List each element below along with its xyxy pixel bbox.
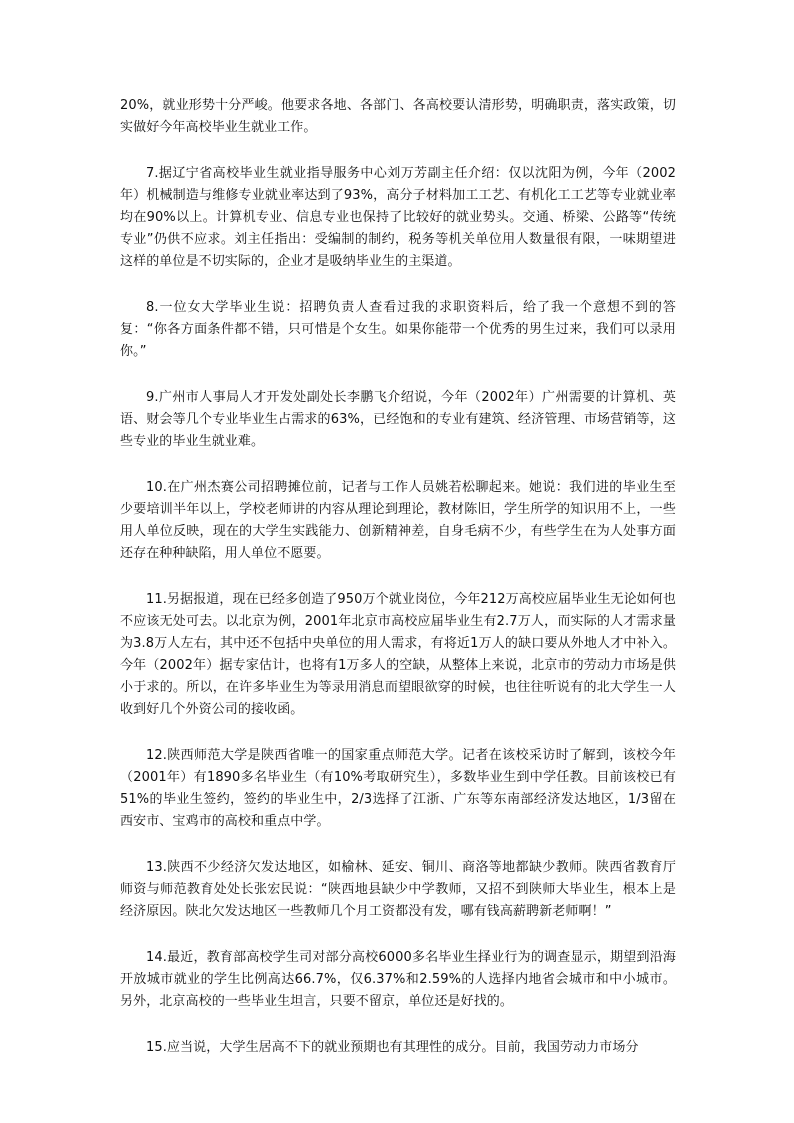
paragraph-continuation: 20%，就业形势十分严峻。他要求各地、各部门、各高校要认清形势，明确职责，落实政策，切实做好今年高校毕业生就业工作。 bbox=[120, 98, 676, 135]
paragraph-8: 8.一位女大学毕业生说：招聘负责人查看过我的求职资料后，给了我一个意想不到的答复：“你各方面条件都不错，只可惜是个女生。如果你能带一个优秀的男生过来，我们可以录用你。” bbox=[120, 300, 676, 359]
document-page bbox=[120, 95, 676, 1083]
paragraph-10: 10.在广州杰赛公司招聘摊位前，记者与工作人员姚若松聊起来。她说：我们进的毕业生至少要培训半年以上，学校老师讲的内容从理论到理论，教材陈旧，学生所学的知识用不上，一些用人单位反映，现在的大学生实践能力、创新精神差，自身毛病不少，有些学生在为人处事方面还存在种种缺陷，用人单位不愿要。 bbox=[120, 480, 676, 561]
paragraph-15: 15.应当说，大学生居高不下的就业预期也有其理性的成分。目前，我国劳动力市场分 bbox=[146, 1040, 639, 1055]
paragraph-11: 11.另据报道，现在已经多创造了950万个就业岗位，今年212万高校应届毕业生无论如何也不应该无处可去。以北京为例，2001年北京市高校应届毕业生有2.7万人，而实际的人才需求量为3.8万人左右，其中还不包括中央单位的用人需求，有将近1万人的缺口要从外地人才中补入。今年（2002年）据专家估计，也将有1万多人的空缺，从整体上来说，北京市的劳动力市场是供小于求的。所以，在许多毕业生为等录用消息而望眼欲穿的时候，也往往听说有的北大学生一人收到好几个外资公司的接收函。 bbox=[120, 592, 676, 717]
paragraph-13: 13.陕西不少经济欠发达地区，如榆林、延安、铜川、商洛等地都缺少教师。陕西省教育厅师资与师范教育处处长张宏民说：“陕西地县缺少中学教师，又招不到陕师大毕业生，根本上是经济原因。陕北欠发达地区一些教师几个月工资都没有发，哪有钱高薪聘新老师啊！” bbox=[120, 860, 676, 919]
paragraph-12: 12.陕西师范大学是陕西省唯一的国家重点师范大学。记者在该校采访时了解到，该校今年（2001年）有1890多名毕业生（有10%考取研究生），多数毕业生到中学任教。目前该校已有51%的毕业生签约，签约的毕业生中，2/3选择了江浙、广东等东南部经济发达地区，1/3留在西安市、宝鸡市的高校和重点中学。 bbox=[120, 748, 676, 829]
paragraph-7: 7.据辽宁省高校毕业生就业指导服务中心刘万芳副主任介绍：仅以沈阳为例，今年（2002年）机械制造与维修专业就业率达到了93%，高分子材料加工工艺、有机化工工艺等专业就业率均在90%以上。计算机专业、信息专业也保持了比较好的就业势头。交通、桥梁、公路等“传统专业”仍供不应求。刘主任指出：受编制的制约，税务等机关单位用人数量很有限，一味期望进这样的单位是不切实际的，企业才是吸纳毕业生的主渠道。 bbox=[120, 166, 676, 269]
paragraph-14: 14.最近，教育部高校学生司对部分高校6000多名毕业生择业行为的调查显示，期望到沿海开放城市就业的学生比例高达66.7%，仅6.37%和2.59%的人选择内地省会城市和中小城市。另外，北京高校的一些毕业生坦言，只要不留京，单位还是好找的。 bbox=[120, 950, 676, 1009]
paragraph-9: 9.广州市人事局人才开发处副处长李鹏飞介绍说，今年（2002年）广州需要的计算机、英语、财会等几个专业毕业生占需求的63%，已经饱和的专业有建筑、经济管理、市场营销等，这些专业的毕业生就业难。 bbox=[120, 390, 676, 449]
